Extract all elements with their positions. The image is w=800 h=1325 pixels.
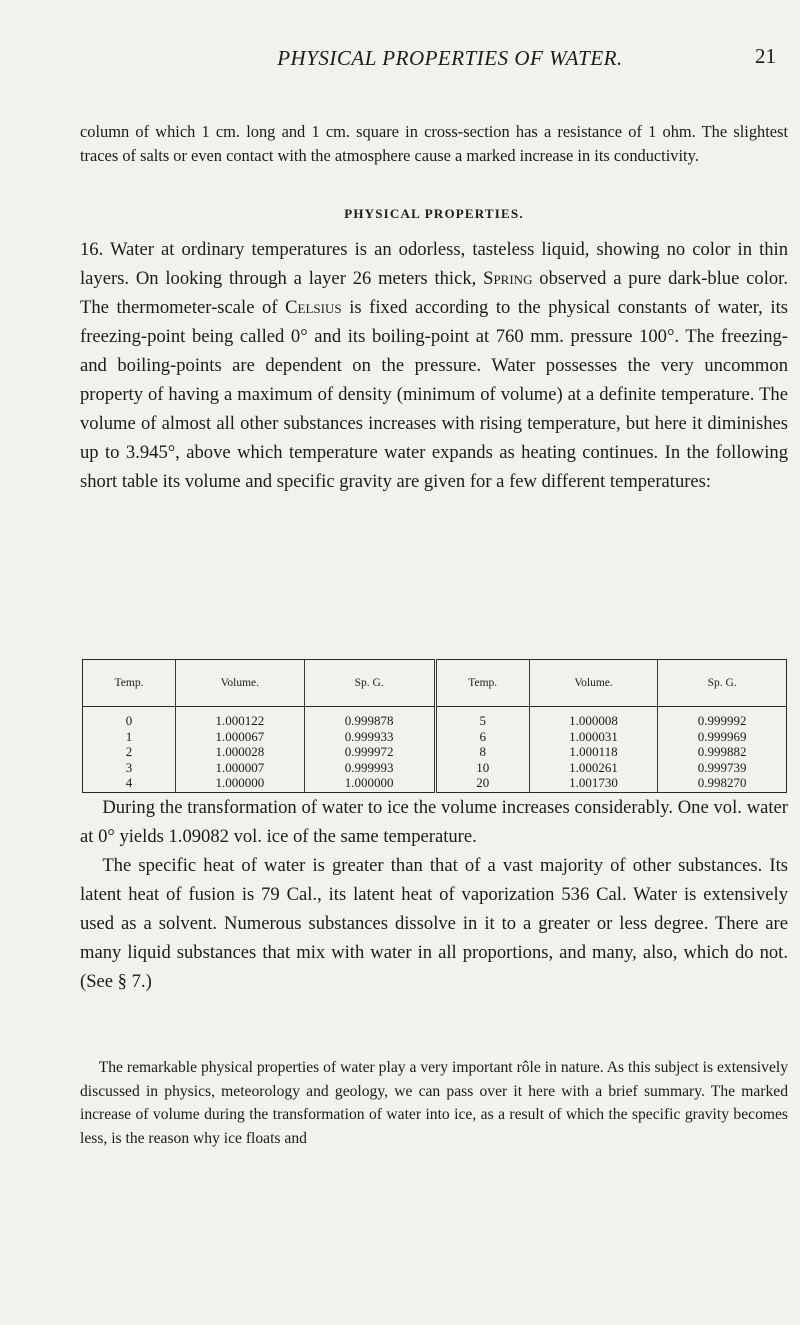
- table-cell: 2: [125, 744, 133, 759]
- table-cell: 1.000028: [215, 744, 265, 759]
- table-cell: 1.000007: [215, 759, 265, 775]
- table-cell: 3: [125, 759, 133, 775]
- header-temp-left: Temp.: [83, 660, 176, 707]
- table-cell: 1.001730: [569, 775, 618, 790]
- main-text-part-1: 16. Water at ordinary temperatures is an odorless, tasteless liquid, showing no color in thin layers. On looking through a layer 26 meters thick,: [80, 239, 788, 289]
- table-cell: 8: [479, 744, 486, 759]
- name-celsius: Celsius: [285, 297, 342, 318]
- table-cell: 1.000122: [215, 713, 265, 728]
- header-volume-right: Volume.: [529, 660, 658, 707]
- table-cell: 0: [125, 713, 133, 728]
- table-cell: 0.999878: [344, 713, 394, 728]
- page-number: 21: [755, 44, 776, 68]
- table-cell: 1.000000: [215, 775, 265, 790]
- header-volume-left: Volume.: [176, 660, 305, 707]
- table-cell: 1: [125, 728, 133, 744]
- column-spg-right: [658, 707, 787, 793]
- running-title: PHYSICAL PROPERTIES OF WATER.: [277, 46, 623, 70]
- specific-heat-paragraph: The specific heat of water is greater than that of a vast majority of other substances. Its latent heat of fusion is 79 Cal., its latent heat of vaporization 536 Cal. Water is extensively used as a solvent. Numerous substances dissolve in it to a greater or less degree. There are many liquid substances that mix with water in all proportions, and many, also, which do not. (See § 7.): [80, 855, 788, 992]
- table-header-row: [83, 660, 787, 707]
- column-volume-left: [176, 707, 305, 793]
- header-spg-left: Sp. G.: [304, 660, 435, 707]
- table-cell: 10: [476, 759, 490, 775]
- section-heading: PHYSICAL PROPERTIES.: [344, 206, 524, 221]
- table-cell: 0.999969: [697, 728, 747, 744]
- table-cell: 0.998270: [697, 775, 747, 790]
- main-text-part-2: observed a pure dark-blue color. The thermometer-scale of: [80, 268, 788, 318]
- running-header: [80, 44, 780, 74]
- table-cell: 1.000261: [569, 759, 618, 775]
- intro-paragraph: column of which 1 cm. long and 1 cm. square in cross-section has a resistance of 1 ohm. The slightest traces of salts or even contact with the atmosphere cause a marked increase in its conductivity.: [80, 122, 788, 165]
- main-text-part-3: is fixed according to the physical constants of water, its freezing-point being called 0° and its boiling-point at 760 mm. pressure 100°. The freezing- and boiling-points are dependent on the pressure. Water possesses the very uncommon property of having a maximum of density (minimum of volume) at a definite temperature. The volume of almost all other substances increases with rising temperature, but here it diminishes up to 3.945°, above which temperature water expands as heating continues. In the following short table its volume and specific gravity are given for a few different temperatures:: [80, 297, 788, 492]
- note-paragraph: The remarkable physical properties of water play a very important rôle in nature. As this subject is extensively discussed in physics, meteorology and geology, we can pass over it here with a brief summary. The marked increase of volume during the transformation of water into ice, as a result of which the specific gravity becomes less, is the reason why ice floats and: [80, 1059, 788, 1147]
- volume-specific-gravity-table: [82, 659, 787, 793]
- table-cell: 0.999739: [697, 759, 747, 775]
- column-volume-right: [529, 707, 658, 793]
- column-temp-left: [83, 707, 176, 793]
- main-paragraph: [80, 235, 788, 496]
- table-cell: 6: [479, 728, 486, 744]
- column-temp-right: [435, 707, 529, 793]
- table-cell: 0.999972: [344, 744, 394, 759]
- table-cell: 1.000067: [215, 728, 265, 744]
- table-cell: 5: [479, 713, 486, 728]
- table-cell: 1.000000: [344, 775, 394, 790]
- table-cell: 1.000031: [569, 728, 618, 744]
- column-spg-left: [304, 707, 435, 793]
- table-cell: 0.999993: [344, 759, 394, 775]
- name-spring: Spring: [483, 268, 533, 289]
- table-cell: 0.999933: [344, 728, 394, 744]
- after-table-text: [80, 793, 788, 996]
- header-temp-right: Temp.: [435, 660, 529, 707]
- header-spg-right: Sp. G.: [658, 660, 787, 707]
- table-cell: 4: [125, 775, 133, 790]
- table-cell: 0.999992: [697, 713, 747, 728]
- table-cell: 1.000008: [569, 713, 618, 728]
- table-cell: 20: [476, 775, 490, 790]
- ice-volume-paragraph: During the transformation of water to ice the volume increases considerably. One vol. water at 0° yields 1.09082 vol. ice of the same temperature.: [80, 797, 788, 847]
- table-body-row: [83, 707, 787, 793]
- table-cell: 1.000118: [569, 744, 618, 759]
- table-cell: 0.999882: [697, 744, 747, 759]
